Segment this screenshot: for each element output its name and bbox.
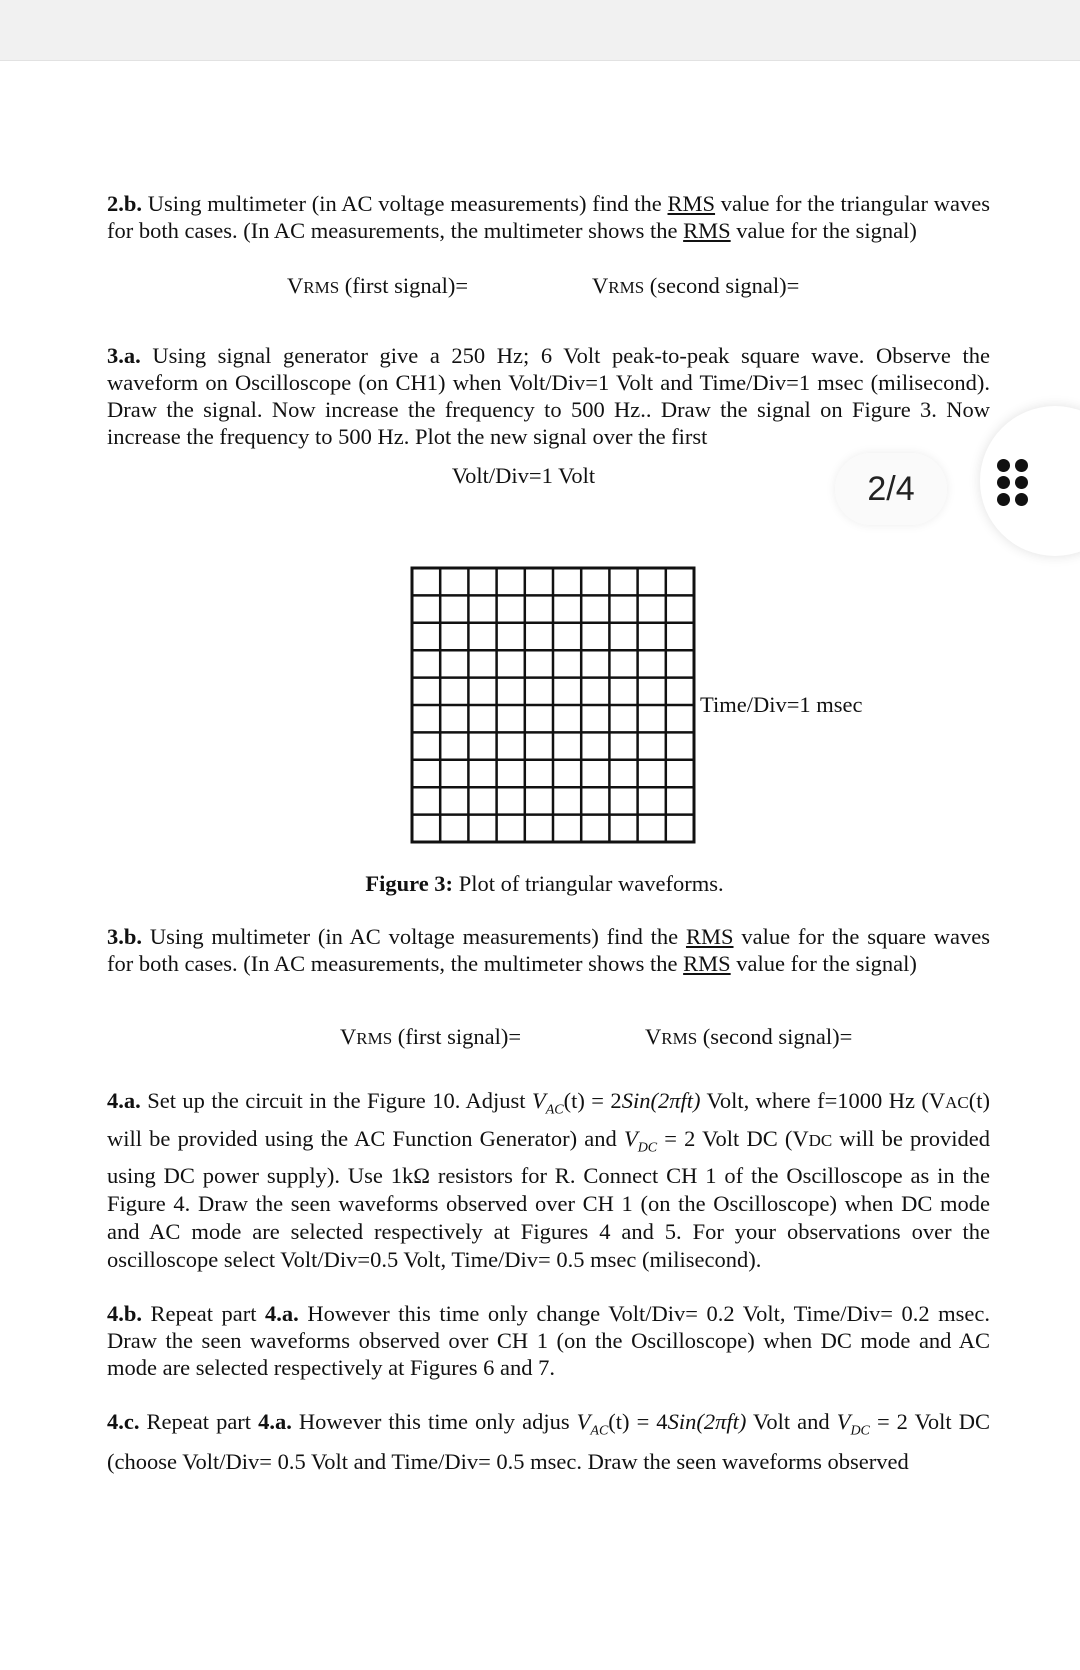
vac-small-caps: AC xyxy=(945,1093,969,1112)
section-2b-text: value for the triangular waves for both cases. (In AC measurements, the multimeter shows the xyxy=(107,191,990,243)
section-3b-text: value for the signal) xyxy=(730,951,917,976)
vac-equation: (t) = 4 xyxy=(608,1409,668,1434)
menu-dot-icon xyxy=(997,476,1010,489)
time-div-label: Time/Div=1 msec xyxy=(700,692,863,717)
section-4c-text: = 2 Volt DC (choose Volt/Div= 0.5 Volt and Time/Div= 0.5 msec. Draw the seen waveforms observed xyxy=(107,1409,990,1474)
menu-dot-icon xyxy=(1015,476,1028,489)
section-4c-ref: 4.a. xyxy=(258,1409,292,1434)
section-4c xyxy=(107,1407,990,1477)
section-4b-ref: 4.a. xyxy=(265,1301,299,1326)
vac-subscript: AC xyxy=(545,1102,564,1118)
vdc-small-caps: DC xyxy=(808,1130,833,1150)
section-3a-label: 3.a. xyxy=(107,343,141,368)
section-2b-text: value for the signal) xyxy=(730,218,917,243)
section-4b-text: However this time only change Volt/Div= 0.2 Volt, Time/Div= 0.2 msec. Draw the seen waveforms observed over CH 1 (on the Oscilloscope) when DC mode and AC mode are selected respectively at Figures 6 and 7. xyxy=(107,1301,991,1380)
vac-symbol: V xyxy=(576,1409,591,1434)
rms-term: RMS xyxy=(683,951,731,976)
document-page-lower xyxy=(107,870,990,1477)
section-3a-text: Using signal generator give a 250 Hz; 6 Volt peak-to-peak square wave. Observe the waveform on Oscilloscope (on CH1) when Volt/Div=1 Volt and Time/Div=1 msec (milisecond). Draw the signal. Now increase the frequency to 500 Hz.. Draw the signal on Figure 3. Now increase the frequency to 500 Hz. Plot the new signal over the first xyxy=(107,343,990,449)
document-page xyxy=(107,190,990,489)
section-4c-text: Repeat part xyxy=(139,1409,259,1434)
menu-button[interactable] xyxy=(980,406,1080,556)
section-3b-text: Using multimeter (in AC voltage measurements) find the xyxy=(142,924,686,949)
vrms-row-3b xyxy=(107,1023,990,1053)
section-4a xyxy=(107,1087,990,1274)
menu-dot-icon xyxy=(1015,459,1028,472)
vac-symbol: V xyxy=(531,1088,546,1113)
figure-3-caption-text: Plot of triangular waveforms. xyxy=(453,871,724,896)
section-2b-label: 2.b. xyxy=(107,191,143,216)
section-4a-text: = 2 Volt DC (V xyxy=(657,1125,809,1151)
section-4a-text: (t) will be provided using the AC Function Generator) and xyxy=(107,1088,990,1151)
viewer-top-bar xyxy=(0,0,1080,61)
vrms-first-signal: VRMS (first signal)= xyxy=(287,273,469,298)
vdc-symbol: V xyxy=(623,1125,638,1151)
section-3b-text: value for the square waves for both cases. (In AC measurements, the multimeter shows the xyxy=(107,924,990,976)
vrms-row-2b xyxy=(107,272,990,302)
vdc-subscript: DC xyxy=(637,1140,658,1155)
figure-3-caption-label: Figure 3: xyxy=(365,871,454,896)
rms-term: RMS xyxy=(667,191,716,216)
figure-3-caption xyxy=(107,870,990,897)
vrms-second-signal: VRMS (second signal)= xyxy=(592,273,800,298)
vac-subscript: AC xyxy=(590,1423,609,1439)
sin-argument: (2πft) xyxy=(696,1409,747,1434)
section-4a-text: will be provided using DC power supply). Use 1kΩ resistors for R. Connect CH 1 of the Oscilloscope as in the Figure 4. Draw the seen waveforms observed over CH 1 (on the Oscilloscope) when DC mode and AC mode are selected respectively at Figures 4 and 5. For your observations over the oscilloscope select Volt/Div=0.5 Volt, Time/Div= 0.5 msec (milisecond). xyxy=(107,1125,990,1272)
section-4a-text: Volt, where f=1000 Hz (V xyxy=(700,1088,946,1113)
vrms-first-signal: VRMS (first signal)= xyxy=(340,1024,522,1049)
section-3b xyxy=(107,923,990,977)
rms-term: RMS xyxy=(683,218,731,243)
section-4a-text: Set up the circuit in the Figure 10. Adjust xyxy=(140,1088,532,1113)
vdc-symbol: V xyxy=(836,1409,851,1434)
section-4c-label: 4.c. xyxy=(107,1409,140,1434)
section-4c-text: Volt and xyxy=(746,1409,837,1434)
volt-div-label: Volt/Div=1 Volt xyxy=(451,463,596,488)
section-2b-text: Using multimeter (in AC voltage measurements) find the xyxy=(142,191,668,216)
section-3a xyxy=(107,342,990,450)
menu-dot-icon xyxy=(997,493,1010,506)
section-2b xyxy=(107,190,990,244)
figure-3-oscilloscope-grid xyxy=(410,566,696,844)
page-indicator: 2/4 xyxy=(835,453,947,525)
vdc-subscript: DC xyxy=(850,1423,870,1439)
section-4b xyxy=(107,1300,990,1381)
grid-svg xyxy=(410,566,696,844)
section-4c-text: However this time only adjus xyxy=(291,1409,577,1434)
vrms-second-signal: VRMS (second signal)= xyxy=(645,1024,853,1049)
sin-function: Sin xyxy=(667,1409,697,1434)
vac-equation: (t) = 2 xyxy=(563,1088,622,1113)
section-4b-text: Repeat part xyxy=(142,1301,266,1326)
sin-argument: (2πft) xyxy=(650,1088,701,1113)
rms-term: RMS xyxy=(685,924,734,949)
menu-dot-icon xyxy=(997,459,1010,472)
section-3b-label: 3.b. xyxy=(107,924,143,949)
sin-function: Sin xyxy=(621,1088,651,1113)
section-4a-label: 4.a. xyxy=(107,1088,141,1113)
menu-dot-icon xyxy=(1015,493,1028,506)
section-4b-label: 4.b. xyxy=(107,1301,143,1326)
